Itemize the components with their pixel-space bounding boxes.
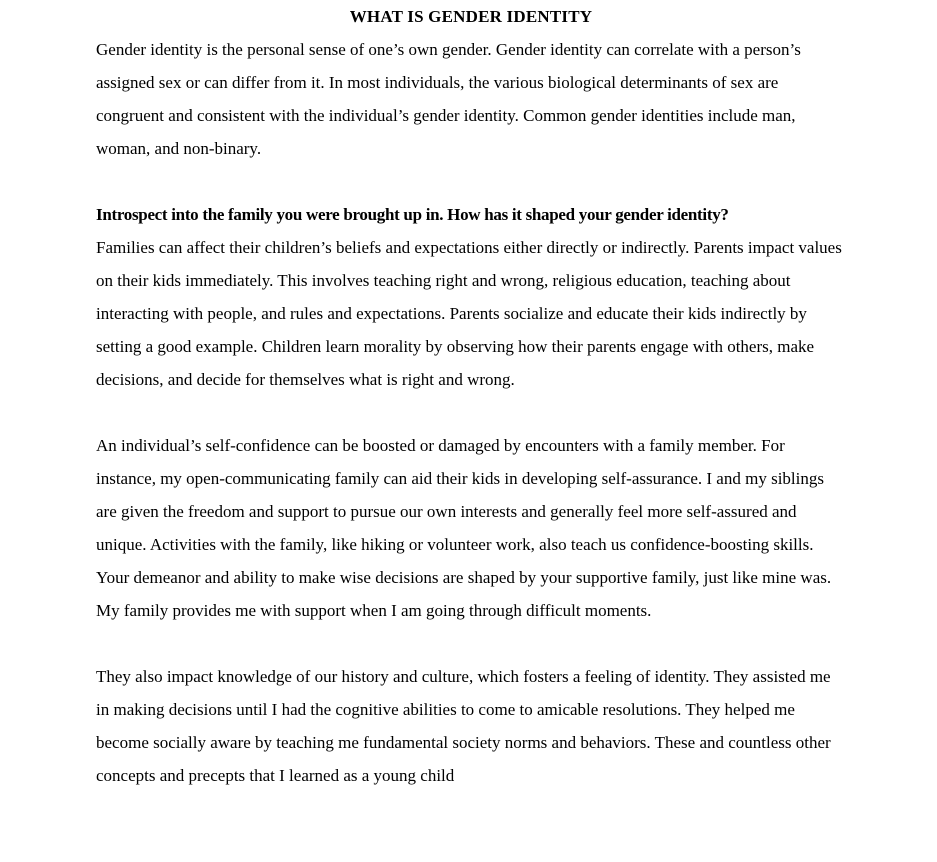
paragraph-self-confidence: An individual’s self-confidence can be boosted or damaged by encounters with a family member. For instance, my open-communicating family can aid their kids in developing self-assurance. I and my siblings are given the freedom and support to pursue our own interests and generally feel more self-assured and unique. Activities with the family, like hiking or volunteer work, also teach us confidence-boosting skills. Your demeanor and ability to make wise decisions are shaped by your supportive family, just like mine was. My family provides me with support when I am going through difficult moments. bbox=[96, 436, 832, 620]
paragraph-history-culture: They also impact knowledge of our history and culture, which fosters a feeling of identity. They assisted me in making decisions until I had the cognitive abilities to come to amicable resolutions. They helped me become socially aware by teaching me fundamental society norms and behaviors. These and countless other concepts and precepts that I learned as a young child bbox=[96, 667, 831, 785]
paragraph-family-influence: Families can affect their children’s beliefs and expectations either directly or indirectly. Parents impact values on their kids immediately. This involves teaching right and wrong, religious education, teaching about interacting with people, and rules and expectations. Parents socialize and educate their kids indirectly by setting a good example. Children learn morality by observing how their parents engage with others, make decisions, and decide for themselves what is right and wrong. bbox=[96, 238, 842, 389]
paragraph-gender-identity-definition: Gender identity is the personal sense of one’s own gender. Gender identity can correlate with a person’s assigned sex or can differ from it. In most individuals, the various biological determinants of sex are congruent and consistent with the individual’s gender identity. Common gender identities include man, woman, and non-binary. bbox=[96, 40, 801, 158]
document-title: WHAT IS GENDER IDENTITY bbox=[349, 7, 593, 26]
section-heading-family-introspection: Introspect into the family you were brought up in. How has it shaped your gender identity? bbox=[96, 205, 729, 224]
